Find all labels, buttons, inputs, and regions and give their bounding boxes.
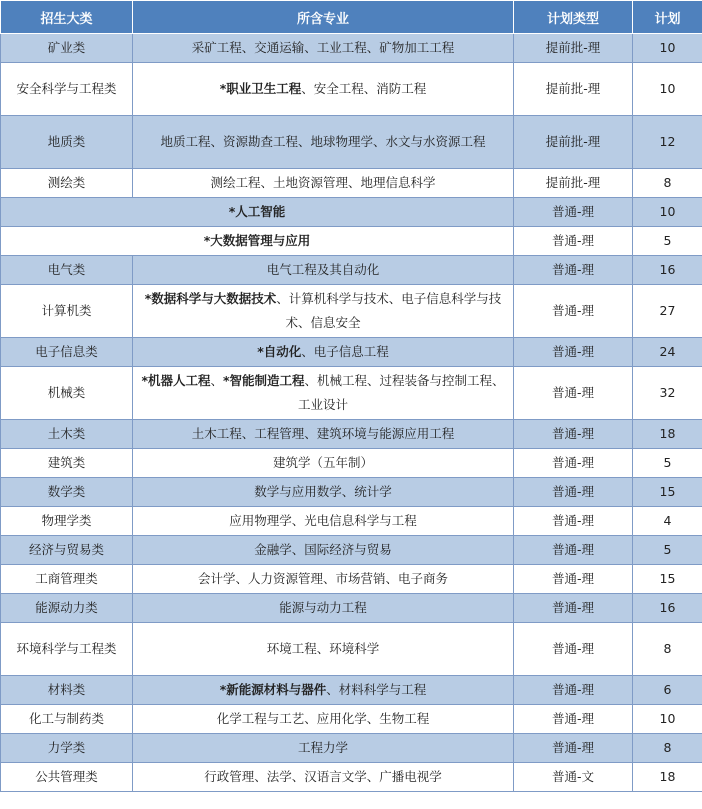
majors-cell [133,449,514,478]
majors-cell [133,507,514,536]
category-cell: 工商管理类 [1,565,133,594]
majors-cell [133,478,514,507]
table-row [1,256,702,285]
category-cell: 机械类 [1,367,133,420]
plan-count-cell: 10 [633,198,702,227]
plan-type-cell: 普通-理 [514,565,633,594]
category-cell: 安全科学与工程类 [1,63,133,116]
plan-count-cell: 15 [633,565,702,594]
header-category: 招生大类 [1,1,133,34]
major-text: 应用物理学、光电信息科学与工程 [229,513,417,528]
plan-type-cell: 普通-理 [514,256,633,285]
plan-type-cell: 普通-理 [514,227,633,256]
table-row [1,763,702,792]
plan-type-cell: 普通-理 [514,198,633,227]
plan-type-cell: 普通-理 [514,594,633,623]
majors-cell [133,63,514,116]
plan-count-cell: 24 [633,338,702,367]
table-row [1,338,702,367]
table-row [1,507,702,536]
major-text: 数学与应用数学、统计学 [254,484,392,499]
plan-count-cell: 8 [633,169,702,198]
table-row [1,227,702,256]
plan-count-cell: 32 [633,367,702,420]
table-row [1,63,702,116]
category-cell: 物理学类 [1,507,133,536]
table-row [1,594,702,623]
header-row [1,1,702,34]
plan-type-cell: 普通-文 [514,763,633,792]
plan-type-cell: 普通-理 [514,705,633,734]
plan-count-cell: 15 [633,478,702,507]
table-row [1,198,702,227]
plan-type-cell: 普通-理 [514,449,633,478]
plan-type-cell: 提前批-理 [514,116,633,169]
plan-type-cell: 普通-理 [514,367,633,420]
category-cell: 计算机类 [1,285,133,338]
major-text: 、机械工程、过程装备与控制工程、工业设计 [297,373,505,412]
new-major-text: *数据科学与大数据技术 [144,291,277,306]
new-major-text: *自动化 [257,344,302,359]
table-row [1,285,702,338]
major-text: 建筑学（五年制） [272,455,373,470]
category-cell: 矿业类 [1,34,133,63]
plan-type-cell: 普通-理 [514,536,633,565]
table-row [1,367,702,420]
major-text: 、材料科学与工程 [326,682,427,697]
majors-cell [133,169,514,198]
new-major-text: *机器人工程 [141,373,211,388]
category-cell: 电子信息类 [1,338,133,367]
table-row [1,34,702,63]
plan-type-cell: 普通-理 [514,338,633,367]
plan-count-cell: 10 [633,705,702,734]
major-text: 土木工程、工程管理、建筑环境与能源应用工程 [191,426,455,441]
plan-count-cell: 10 [633,63,702,116]
category-cell: 地质类 [1,116,133,169]
plan-count-cell: 12 [633,116,702,169]
plan-type-cell: 普通-理 [514,676,633,705]
plan-type-cell: 提前批-理 [514,63,633,116]
plan-count-cell: 8 [633,734,702,763]
category-cell: 材料类 [1,676,133,705]
major-text: 、电子信息工程 [301,344,389,359]
plan-type-cell: 普通-理 [514,507,633,536]
category-cell: 化工与制药类 [1,705,133,734]
majors-cell [133,338,514,367]
category-cell: 测绘类 [1,169,133,198]
plan-type-cell: 普通-理 [514,478,633,507]
major-text: 、安全工程、消防工程 [301,81,427,96]
table-row [1,478,702,507]
major-text: 能源与动力工程 [279,600,367,615]
major-text: 地质工程、资源勘查工程、地球物理学、水文与水资源工程 [160,134,486,149]
majors-cell [133,705,514,734]
table-row [1,676,702,705]
merged-category-cell: *大数据管理与应用 [1,227,514,256]
major-text: 金融学、国际经济与贸易 [254,542,392,557]
category-cell: 经济与贸易类 [1,536,133,565]
new-major-text: *新能源材料与器件 [219,682,327,697]
plan-count-cell: 18 [633,763,702,792]
major-text: 工程力学 [297,740,348,755]
table-row [1,116,702,169]
plan-count-cell: 5 [633,449,702,478]
plan-type-cell: 提前批-理 [514,169,633,198]
plan-count-cell: 18 [633,420,702,449]
majors-cell [133,763,514,792]
table-row [1,565,702,594]
table-row [1,705,702,734]
majors-cell [133,256,514,285]
plan-type-cell: 普通-理 [514,623,633,676]
table-row [1,420,702,449]
plan-type-cell: 普通-理 [514,734,633,763]
merged-category-cell: *人工智能 [1,198,514,227]
majors-cell [133,285,514,338]
major-text: 、计算机科学与技术、电子信息科学与技术、信息安全 [276,291,502,330]
majors-cell [133,676,514,705]
plan-count-cell: 5 [633,227,702,256]
plan-type-cell: 普通-理 [514,285,633,338]
header-plan-type: 计划类型 [514,1,633,34]
major-text: 化学工程与工艺、应用化学、生物工程 [216,711,430,726]
majors-cell [133,367,514,420]
category-cell: 土木类 [1,420,133,449]
plan-count-cell: 10 [633,34,702,63]
major-text: 、 [210,373,223,388]
major-text: 采矿工程、交通运输、工业工程、矿物加工工程 [191,40,455,55]
majors-cell [133,565,514,594]
header-majors: 所含专业 [133,1,514,34]
major-text: 环境工程、环境科学 [266,641,380,656]
majors-cell [133,734,514,763]
table-row [1,169,702,198]
plan-count-cell: 4 [633,507,702,536]
table-row [1,734,702,763]
table-row [1,449,702,478]
plan-type-cell: 普通-理 [514,420,633,449]
plan-count-cell: 8 [633,623,702,676]
plan-count-cell: 27 [633,285,702,338]
category-cell: 数学类 [1,478,133,507]
major-text: 测绘工程、土地资源管理、地理信息科学 [210,175,436,190]
plan-count-cell: 16 [633,256,702,285]
table-row [1,536,702,565]
category-cell: 公共管理类 [1,763,133,792]
plan-count-cell: 16 [633,594,702,623]
header-plan: 计划 [633,1,702,34]
majors-cell [133,116,514,169]
majors-cell [133,594,514,623]
major-text: 电气工程及其自动化 [266,262,380,277]
category-cell: 环境科学与工程类 [1,623,133,676]
category-cell: 建筑类 [1,449,133,478]
major-text: 行政管理、法学、汉语言文学、广播电视学 [204,769,442,784]
category-cell: 电气类 [1,256,133,285]
plan-type-cell: 提前批-理 [514,34,633,63]
category-cell: 力学类 [1,734,133,763]
plan-count-cell: 6 [633,676,702,705]
plan-count-cell: 5 [633,536,702,565]
majors-cell [133,420,514,449]
new-major-text: *职业卫生工程 [219,81,302,96]
majors-cell [133,623,514,676]
table-row [1,623,702,676]
new-major-text: *智能制造工程 [223,373,305,388]
majors-cell [133,536,514,565]
major-text: 会计学、人力资源管理、市场营销、电子商务 [197,571,448,586]
majors-cell [133,34,514,63]
category-cell: 能源动力类 [1,594,133,623]
